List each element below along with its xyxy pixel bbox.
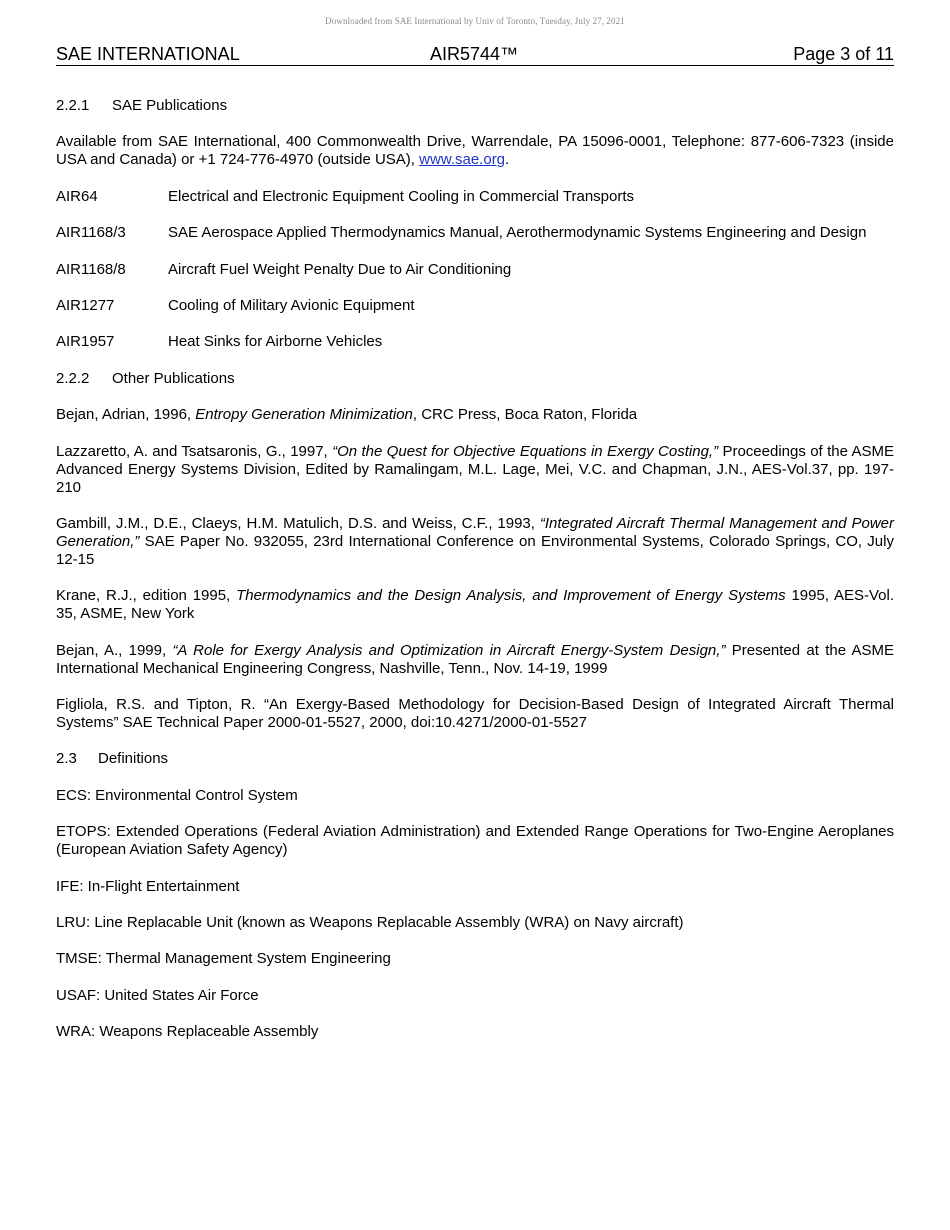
reference-text: Lazzaretto, A. and Tsatsaronis, G., 1997,	[56, 442, 333, 460]
section-number: 2.2.2	[56, 369, 90, 387]
reference-entry	[56, 696, 894, 732]
document-title: Cooling of Military Avionic Equipment	[168, 296, 415, 314]
reference-text: Proceedings of the ASME Advanced Energy Systems Division, Edited by Ramalingam, M.L. Lage, Mei, V.C. and Chapman, J.N., AES-Vol.37, pp. 197-210	[56, 442, 894, 496]
section-title: Other Publications	[112, 369, 235, 387]
document-row	[56, 188, 894, 206]
reference-entry	[56, 406, 894, 424]
download-watermark: Downloaded from SAE International by Univ of Toronto, Tuesday, July 27, 2021	[325, 16, 625, 26]
reference-title: Entropy Generation Minimization	[195, 406, 413, 424]
availability-text-end: .	[505, 151, 510, 169]
document-title: SAE Aerospace Applied Thermodynamics Manual, Aerothermodynamic Systems Engineering and Design	[168, 224, 867, 242]
reference-text: Bejan, Adrian, 1996,	[56, 406, 196, 424]
reference-text: 1995, AES-Vol. 35, ASME, New York	[56, 587, 895, 623]
reference-title: “Integrated Aircraft Thermal Management and Power Generation,”	[56, 514, 894, 550]
document-code: AIR64	[56, 187, 98, 205]
section-heading-definitions	[56, 750, 894, 768]
definition-entry: WRA: Weapons Replaceable Assembly	[56, 1023, 319, 1041]
reference-text: SAE Paper No. 932055, 23rd International Conference on Environmental Systems, Colorado Springs, CO, July 12-15	[56, 532, 894, 568]
page-content	[56, 97, 894, 1060]
section-number: 2.2.1	[56, 97, 90, 114]
reference-text: , CRC Press, Boca Raton, Florida	[412, 406, 638, 424]
reference-entry	[56, 642, 894, 678]
reference-text: Bejan, A., 1999,	[56, 641, 173, 659]
sae-availability-paragraph	[56, 133, 894, 169]
header-page-number: Page 3 of 11	[793, 44, 894, 64]
reference-text: Presented at the ASME International Mechanical Engineering Congress, Nashville, Tenn., Nov. 14-19, 1999	[56, 641, 895, 677]
definition-entry: TMSE: Thermal Management System Engineering	[56, 950, 391, 968]
reference-text: Figliola, R.S. and Tipton, R. “An Exergy-Based Methodology for Decision-Based Design of Integrated Aircraft Thermal Systems” SAE Technical Paper 2000-01-5527, 2000, doi:10.4271/2000-01-5527	[56, 696, 894, 732]
document-code: AIR1168/8	[56, 260, 126, 278]
reference-entry	[56, 443, 894, 497]
header-document-id: AIR5744™	[430, 44, 519, 64]
definition-entry: ECS: Environmental Control System	[56, 786, 298, 804]
document-row	[56, 333, 894, 351]
reference-entry	[56, 515, 894, 569]
reference-text: Gambill, J.M., D.E., Claeys, H.M. Matulich, D.S. and Weiss, C.F., 1993,	[56, 514, 540, 532]
document-code: AIR1957	[56, 333, 115, 351]
reference-title: Thermodynamics and the Design Analysis, and Improvement of Energy Systems	[236, 587, 786, 605]
definition-entry: LRU: Line Replacable Unit (known as Weapons Replacable Assembly (WRA) on Navy aircraft)	[56, 914, 684, 932]
document-row	[56, 224, 894, 242]
reference-title: “A Role for Exergy Analysis and Optimization in Aircraft Energy-System Design,”	[172, 641, 726, 659]
document-row	[56, 261, 894, 279]
document-row	[56, 297, 894, 315]
document-title: Electrical and Electronic Equipment Cooling in Commercial Transports	[168, 187, 635, 205]
header-organization: SAE INTERNATIONAL	[56, 44, 240, 64]
section-title: Definitions	[98, 750, 169, 768]
document-title: Heat Sinks for Airborne Vehicles	[168, 333, 383, 351]
definition-entry: ETOPS: Extended Operations (Federal Aviation Administration) and Extended Range Operations for Two-Engine Aeroplanes (European Aviation Safety Agency)	[56, 823, 894, 859]
document-code: AIR1277	[56, 296, 115, 314]
sae-website-link[interactable]: www.sae.org	[419, 151, 506, 169]
definition-entry: USAF: United States Air Force	[56, 986, 259, 1004]
reference-text: Krane, R.J., edition 1995,	[56, 587, 237, 605]
reference-title: “On the Quest for Objective Equations in Exergy Costing,”	[332, 442, 719, 460]
page-header	[56, 43, 894, 66]
section-title: SAE Publications	[112, 97, 228, 114]
reference-entry	[56, 587, 894, 623]
section-number: 2.3	[56, 750, 77, 768]
availability-text: Available from SAE International, 400 Commonwealth Drive, Warrendale, PA 15096-0001, Telephone: 877-606-7323 (inside USA and Canada) or +1 724-776-4970 (outside USA),	[56, 133, 894, 169]
section-heading-sae-publications	[56, 97, 894, 115]
document-code: AIR1168/3	[56, 224, 126, 242]
section-heading-other-publications	[56, 370, 894, 388]
definition-entry: IFE: In-Flight Entertainment	[56, 877, 240, 895]
document-title: Aircraft Fuel Weight Penalty Due to Air Conditioning	[168, 260, 512, 278]
